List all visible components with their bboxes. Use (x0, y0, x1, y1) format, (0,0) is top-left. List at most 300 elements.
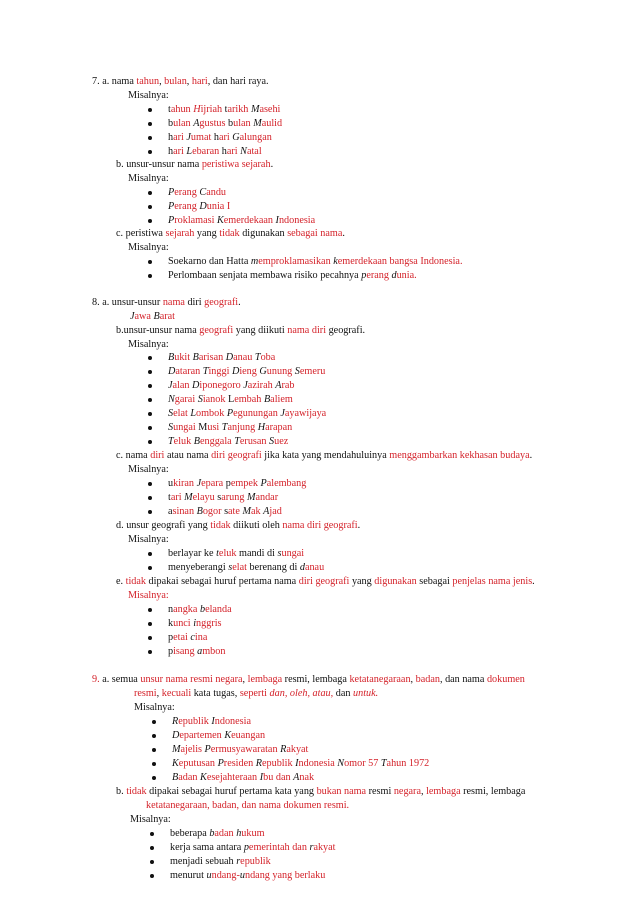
text-segment: , (420, 786, 427, 797)
text-segment: penjelas nama jenis (452, 576, 533, 587)
text-segment: alan (172, 380, 193, 391)
text-line (130, 814, 171, 826)
text-segment: , (186, 76, 192, 87)
list-item (168, 394, 293, 406)
text-segment: empek (230, 478, 261, 489)
list-item (168, 408, 326, 420)
text-segment: egunungan (233, 408, 281, 419)
list-item (168, 352, 275, 364)
text-segment: resmi, lembaga (460, 786, 526, 797)
text-segment: sebagai nama (287, 228, 343, 239)
text-segment: unia I (206, 201, 231, 212)
bullet-icon (148, 398, 152, 402)
text-segment: diri geografi (298, 576, 350, 587)
text-segment: emerintah dan (248, 842, 310, 853)
bullet-icon (148, 608, 152, 612)
text-segment: . (238, 297, 241, 308)
text-segment: Misalnya: (128, 534, 169, 545)
list-item (168, 256, 463, 268)
text-segment: etai (173, 632, 191, 643)
text-segment: k (333, 256, 338, 267)
text-segment: K (172, 758, 179, 769)
text-segment: r (236, 856, 241, 867)
text-segment: K (200, 772, 207, 783)
text-segment: t (168, 492, 171, 503)
text-segment: lembaga (426, 786, 461, 797)
text-segment: h (213, 132, 219, 143)
text-segment: M (242, 506, 251, 517)
text-line (128, 90, 169, 102)
text-segment: bu dan (263, 772, 294, 783)
text-segment: I (275, 215, 279, 226)
text-segment: Misalnya: (134, 702, 175, 713)
text-segment: u (239, 870, 245, 881)
text-segment: seperti (239, 688, 267, 699)
text-segment: nama (162, 297, 185, 308)
bullet-icon (152, 776, 156, 780)
text-segment: u (206, 870, 212, 881)
list-item (168, 436, 288, 448)
text-segment: D (199, 201, 207, 212)
text-segment: P (168, 215, 175, 226)
text-segment: arung (221, 492, 247, 503)
text-segment: B (192, 352, 199, 363)
text-segment: m (250, 256, 259, 267)
text-segment: eluk (173, 436, 194, 447)
text-segment: L (190, 408, 197, 419)
bullet-icon (150, 846, 154, 850)
list-item (168, 632, 207, 644)
text-segment: awa (134, 311, 154, 322)
text-segment: tidak (125, 576, 146, 587)
text-segment: beberapa (170, 828, 210, 839)
text-segment: k (168, 618, 174, 629)
bullet-icon (148, 150, 152, 154)
text-segment: ayawijaya (284, 408, 327, 419)
text-segment: G (232, 132, 240, 143)
list-item (168, 478, 306, 490)
text-segment: J (168, 380, 173, 391)
text-segment: rab (281, 380, 295, 391)
list-item (168, 604, 232, 616)
text-line (116, 576, 535, 588)
text-segment: sinan (172, 506, 197, 517)
text-segment: P (226, 408, 234, 419)
text-segment: a (168, 506, 173, 517)
text-segment: ak (250, 506, 264, 517)
text-segment: , dan nama (439, 674, 487, 685)
text-segment: elanda (205, 604, 232, 615)
text-segment: elat (232, 562, 250, 573)
text-segment: M (198, 422, 208, 433)
text-segment: S (168, 422, 174, 433)
text-segment: aulid (261, 118, 283, 129)
text-segment: euangan (231, 730, 266, 741)
bullet-icon (148, 108, 152, 112)
bullet-icon (148, 510, 152, 514)
text-segment: D (231, 366, 240, 377)
text-segment: , dan hari raya. (207, 76, 269, 87)
text-segment: p (168, 646, 174, 657)
text-segment: arisan (198, 352, 226, 363)
text-segment: uez (274, 436, 289, 447)
text-line (116, 520, 360, 532)
text-segment: b. (116, 786, 127, 797)
text-segment: h (168, 146, 174, 157)
text-segment: dan, oleh, atau, (269, 688, 334, 699)
text-segment: epara (201, 478, 226, 489)
text-segment: unia. (396, 270, 417, 281)
text-segment: emerdekaan bangsa Indonesia. (337, 256, 463, 267)
bullet-icon (148, 440, 152, 444)
text-segment: b (199, 604, 206, 615)
list-item (172, 716, 251, 728)
text-segment: n (168, 604, 174, 615)
text-segment: Perlombaan senjata membawa risiko pecahnya (168, 270, 362, 281)
text-segment: b.unsur-unsur nama (116, 325, 200, 336)
text-segment: , (159, 76, 165, 87)
text-segment: dan (333, 688, 354, 699)
text-segment: p (225, 478, 231, 489)
text-segment: ungai (281, 548, 305, 559)
bullet-icon (148, 566, 152, 570)
list-item (168, 104, 280, 116)
text-segment: I (295, 758, 299, 769)
text-segment: Misalnya: (128, 173, 169, 184)
text-segment: tidak (210, 520, 231, 531)
text-segment: Misalnya: (128, 90, 169, 101)
text-segment: jika kata yang mendahuluinya (261, 450, 390, 461)
text-segment: geografi (199, 325, 234, 336)
bullet-icon (148, 426, 152, 430)
text-segment: yang (349, 576, 375, 587)
text-segment: epartemen (179, 730, 225, 741)
text-segment: J (280, 408, 285, 419)
list-item (172, 772, 314, 784)
text-segment: B (193, 436, 200, 447)
bullet-icon (150, 832, 154, 836)
text-segment: epublik (178, 716, 212, 727)
text-segment: erang (174, 201, 200, 212)
text-segment: B (263, 394, 271, 405)
text-segment: R (255, 758, 262, 769)
text-segment: a (197, 646, 203, 657)
text-segment: kerja sama antara (170, 842, 244, 853)
text-segment: ulan (233, 118, 254, 129)
text-segment: 8. (92, 297, 103, 308)
text-segment: omor 57 (344, 758, 381, 769)
text-segment: G (259, 366, 267, 377)
text-line (92, 76, 269, 88)
list-item (168, 422, 292, 434)
text-segment: N (337, 758, 345, 769)
text-segment: H (257, 422, 266, 433)
text-segment: menjadi sebuah (170, 856, 237, 867)
bullet-icon (148, 384, 152, 388)
text-segment: B (168, 352, 175, 363)
list-item (168, 380, 294, 392)
text-line (128, 590, 169, 602)
text-segment: s (224, 506, 229, 517)
text-segment: akyat (286, 744, 309, 755)
text-segment: kecuali (161, 688, 192, 699)
text-segment: menurut (170, 870, 207, 881)
text-segment: bulan (164, 76, 187, 87)
text-segment: N (240, 146, 247, 157)
text-segment: R (172, 716, 179, 727)
list-item (170, 856, 271, 868)
text-segment: I (211, 716, 215, 727)
text-segment: oba (260, 352, 276, 363)
text-segment: ahun (170, 104, 194, 115)
text-segment: J (196, 478, 202, 489)
text-segment: p (361, 270, 367, 281)
text-line (128, 339, 169, 351)
text-segment: unci (173, 618, 194, 629)
text-segment: ndonesia (298, 758, 338, 769)
text-segment: A (263, 506, 270, 517)
text-segment: nak (299, 772, 315, 783)
text-segment: alembang (266, 478, 307, 489)
text-line (134, 688, 378, 700)
text-segment: nama diri (287, 325, 327, 336)
text-segment: andu (206, 187, 227, 198)
text-segment: a. unsur-unsur (102, 297, 163, 308)
text-segment: dokumen (486, 674, 525, 685)
text-segment: c. nama (116, 450, 151, 461)
text-segment: yang diikuti (233, 325, 288, 336)
bullet-icon (152, 748, 156, 752)
text-segment: ombok (196, 408, 227, 419)
text-line (130, 311, 175, 323)
text-segment: nama diri geografi (282, 520, 358, 531)
text-segment: M (184, 492, 193, 503)
bullet-icon (150, 860, 154, 864)
text-segment: anjung (227, 422, 258, 433)
text-segment: J (243, 380, 248, 391)
text-segment: S (269, 436, 275, 447)
text-segment: nggris (196, 618, 222, 629)
bullet-icon (148, 219, 152, 223)
text-segment: P (168, 201, 175, 212)
text-segment: ari (218, 132, 233, 143)
text-segment: tidak (126, 786, 147, 797)
text-segment: Misalnya: (128, 464, 169, 475)
text-segment: jad (269, 506, 282, 517)
bullet-icon (148, 482, 152, 486)
text-segment: mbon (202, 646, 226, 657)
text-segment: T (202, 366, 209, 377)
text-segment: bukan nama (316, 786, 367, 797)
text-segment: resmi (134, 688, 157, 699)
list-item (168, 562, 324, 574)
list-item (168, 146, 262, 158)
text-segment: ermusyawaratan (210, 744, 281, 755)
text-line (134, 702, 175, 714)
text-segment: ianok (202, 394, 228, 405)
list-item (170, 828, 265, 840)
text-segment: t (216, 548, 219, 559)
text-segment: tidak (219, 228, 240, 239)
text-segment: H (193, 104, 201, 115)
list-item (172, 730, 265, 742)
text-segment: c. peristiwa (116, 228, 166, 239)
text-segment: epublik (262, 758, 296, 769)
text-segment: andar (255, 492, 279, 503)
text-segment: B (172, 772, 179, 783)
text-segment: u (168, 478, 174, 489)
text-segment: hari (191, 76, 208, 87)
text-segment: D (172, 730, 180, 741)
text-segment: resmi, lembaga (282, 674, 350, 685)
text-segment: A (275, 380, 282, 391)
text-line (128, 173, 169, 185)
text-segment: residen (223, 758, 256, 769)
text-segment: ukit (174, 352, 193, 363)
text-segment: arat (159, 311, 175, 322)
text-segment: diri (150, 450, 165, 461)
text-segment: a. semua (102, 674, 141, 685)
text-segment: h (168, 132, 174, 143)
text-segment: garai (174, 394, 198, 405)
list-item (168, 118, 282, 130)
text-segment: erang (366, 270, 392, 281)
text-segment: T (234, 436, 240, 447)
text-line (146, 800, 349, 812)
text-segment: emeru (299, 366, 326, 377)
text-segment: b. unsur-unsur nama (116, 159, 202, 170)
text-segment: d (299, 562, 305, 573)
text-segment: , (156, 688, 162, 699)
text-segment: p (168, 632, 174, 643)
text-segment: s (217, 492, 222, 503)
text-segment: ketatanegaraan, badan, dan nama dokumen resmi. (146, 800, 350, 811)
bullet-icon (148, 191, 152, 195)
text-segment: i (193, 618, 197, 629)
list-item (168, 492, 278, 504)
text-segment: atau nama (164, 450, 212, 461)
text-segment: ndonesia (278, 215, 316, 226)
text-segment: embah (234, 394, 264, 405)
text-segment: P (168, 187, 175, 198)
text-segment: alungan (239, 132, 272, 143)
text-segment: eluk (218, 548, 240, 559)
text-segment: I (259, 772, 264, 783)
text-line (116, 786, 525, 798)
text-segment: M (246, 492, 256, 503)
text-segment: anau (233, 352, 255, 363)
text-segment: menggambarkan kekhasan budaya (389, 450, 530, 461)
text-segment: r (309, 842, 314, 853)
text-segment: roklamasi (174, 215, 217, 226)
text-segment: ari (170, 492, 185, 503)
text-segment: arikh (227, 104, 251, 115)
text-segment: D (225, 352, 234, 363)
text-segment: A (293, 772, 300, 783)
bullet-icon (148, 412, 152, 416)
text-line (116, 228, 345, 240)
text-segment: , (242, 674, 248, 685)
text-segment: menyeberangi (168, 562, 229, 573)
text-segment: kiran (173, 478, 197, 489)
list-item (172, 744, 308, 756)
text-segment: digunakan (239, 228, 288, 239)
text-segment: K (216, 215, 224, 226)
text-segment: aliem (270, 394, 293, 405)
list-item (168, 201, 230, 213)
bullet-icon (148, 622, 152, 626)
text-segment: diri (184, 297, 205, 308)
text-segment: diri geografi (211, 450, 262, 461)
text-segment: ari (173, 146, 187, 157)
text-segment: erang (174, 187, 200, 198)
text-segment: kata tugas, (191, 688, 240, 699)
text-segment: ketatanegaraan (349, 674, 411, 685)
text-segment: umat (190, 132, 214, 143)
text-segment: . (270, 159, 274, 170)
text-segment: elat (173, 408, 191, 419)
text-segment: untuk. (353, 688, 379, 699)
bullet-icon (152, 734, 156, 738)
text-segment: usi (207, 422, 222, 433)
text-segment: esejahteraan (206, 772, 260, 783)
text-segment: b (228, 118, 234, 129)
text-segment: P (204, 744, 211, 755)
bullet-icon (150, 874, 154, 878)
text-segment: mandi di (239, 548, 278, 559)
text-segment: T (254, 352, 261, 363)
text-segment: elayu (192, 492, 218, 503)
list-item (170, 842, 336, 854)
text-segment: negara (393, 786, 421, 797)
text-segment: epublik (240, 856, 271, 867)
bullet-icon (152, 762, 156, 766)
list-item (168, 270, 417, 282)
text-segment: dipakai sebagai huruf pertama nama (146, 576, 299, 587)
text-segment: isang (173, 646, 198, 657)
text-line (92, 674, 525, 686)
text-segment: unsur nama resmi negara (140, 674, 243, 685)
list-item (168, 506, 282, 518)
text-segment: ndang yang berlaku (244, 870, 326, 881)
text-segment: angka (173, 604, 200, 615)
text-segment: ungai (173, 422, 199, 433)
text-segment: R (280, 744, 287, 755)
text-line (116, 450, 532, 462)
list-item (168, 132, 272, 144)
text-segment: K (224, 730, 232, 741)
text-segment: akyat (313, 842, 336, 853)
text-segment: M (253, 118, 262, 129)
text-segment: D (192, 380, 200, 391)
list-item (172, 758, 429, 770)
text-segment: h (221, 146, 227, 157)
bullet-icon (148, 552, 152, 556)
text-segment: J (130, 311, 135, 322)
text-segment: ataran (175, 366, 203, 377)
text-segment: s (277, 548, 282, 559)
text-segment: M (250, 104, 260, 115)
text-segment: ukum (241, 828, 265, 839)
text-segment: atal (246, 146, 262, 157)
list-item (168, 366, 325, 378)
list-item (170, 870, 325, 882)
text-segment: ahun 1972 (386, 758, 430, 769)
text-segment: M (172, 744, 181, 755)
text-segment: . (532, 576, 535, 587)
text-segment: ate (228, 506, 243, 517)
text-segment: t (168, 104, 171, 115)
